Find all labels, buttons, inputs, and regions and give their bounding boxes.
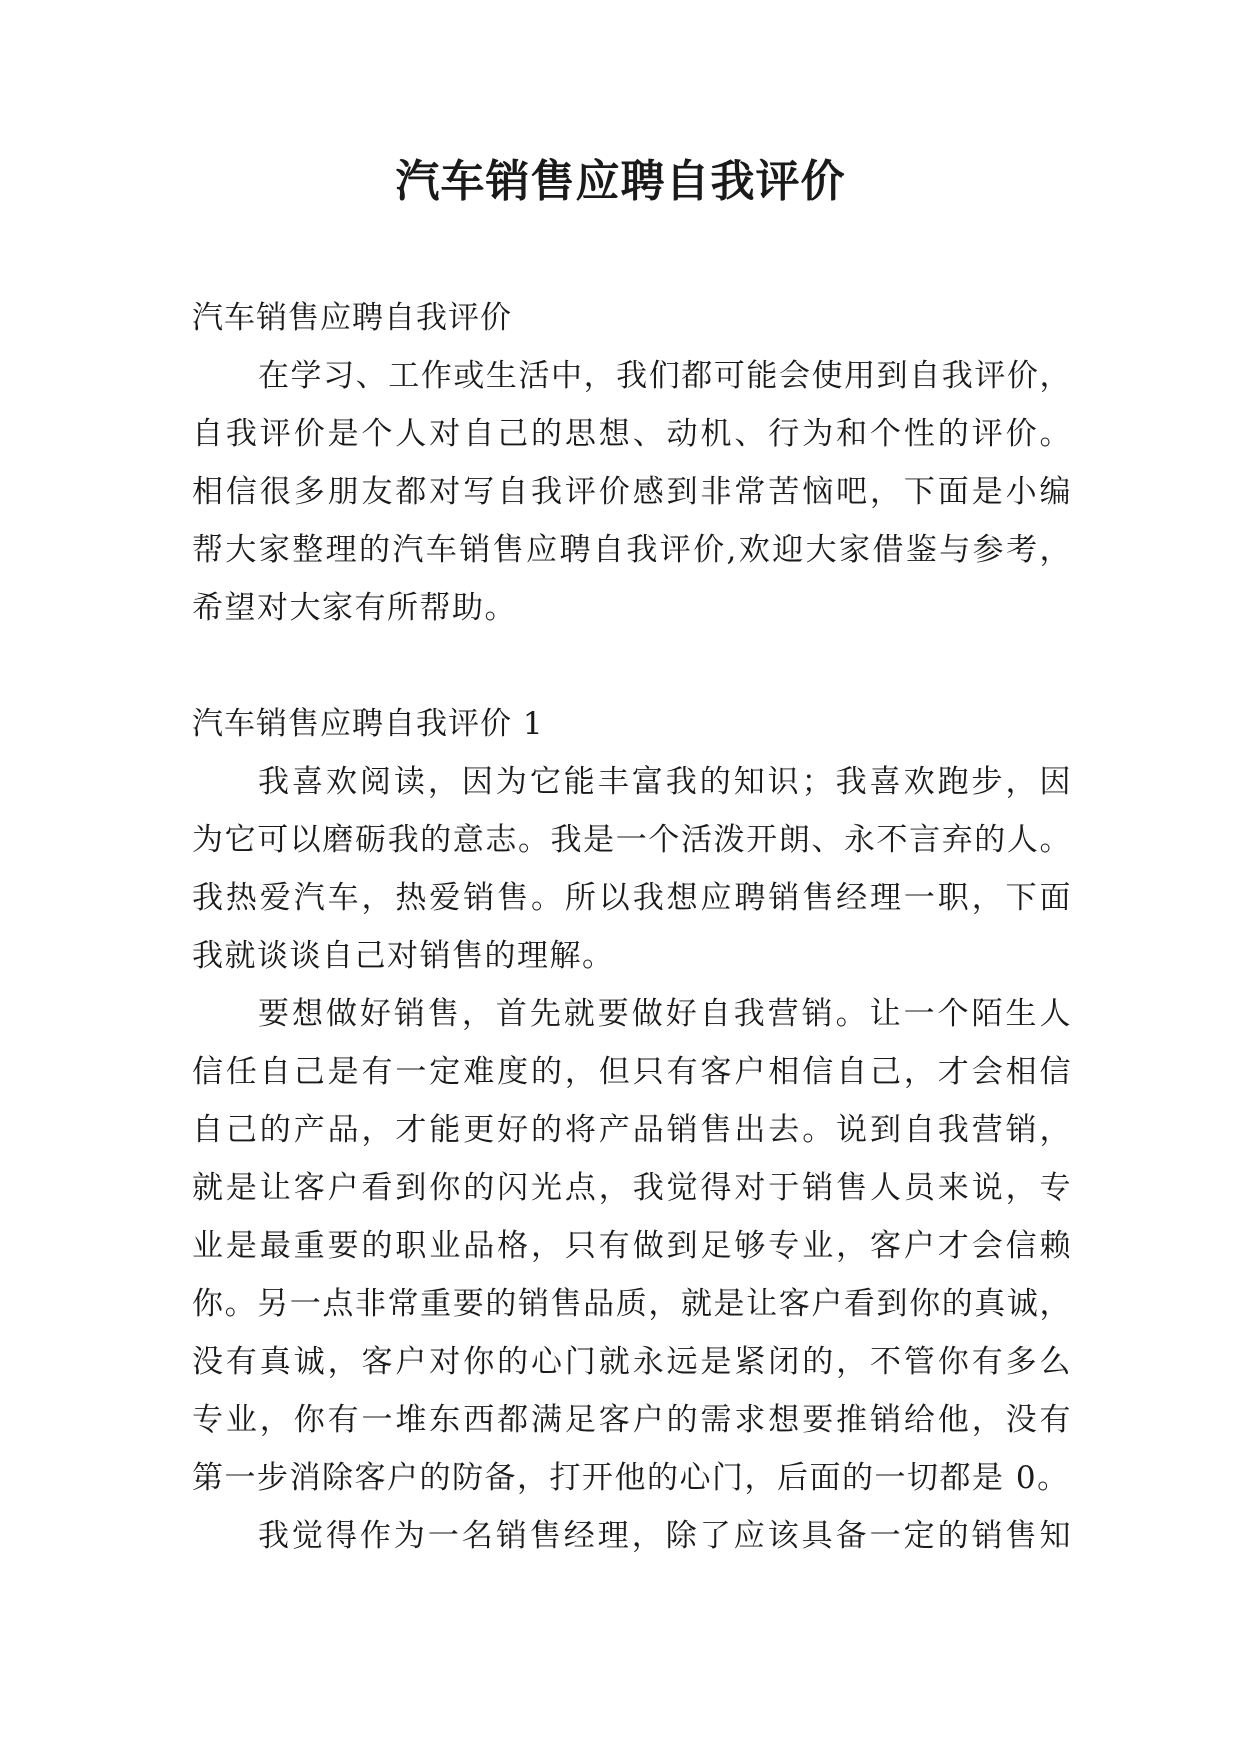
paragraph-line: 专业，你有一堆东西都满足客户的需求想要推销给他，没有 [192,1402,1072,1438]
intro-paragraph [192,347,1072,637]
paragraph-line: 我就谈谈自己对销售的理解。 [192,938,615,974]
paragraph-line: 要想做好销售，首先就要做好自我营销。让一个陌生人 [258,996,1072,1032]
paragraph-line: 在学习、工作或生活中，我们都可能会使用到自我评价， [258,358,1072,394]
section1-heading: 汽车销售应聘自我评价 1 [192,706,544,742]
paragraph-line: 第一步消除客户的防备，打开他的心门，后面的一切都是 0。 [192,1460,1070,1496]
paragraph-line: 帮大家整理的汽车销售应聘自我评价,欢迎大家借鉴与参考， [192,532,1072,568]
section1-paragraph-3 [192,1507,1072,1565]
paragraph-line: 为它可以磨砺我的意志。我是一个活泼开朗、永不言弃的人。 [192,822,1072,858]
paragraph-line: 相信很多朋友都对写自我评价感到非常苦恼吧，下面是小编 [192,474,1072,510]
paragraph-line: 我觉得作为一名销售经理，除了应该具备一定的销售知 [258,1518,1072,1554]
section1-paragraph-2 [192,985,1072,1507]
section1-paragraph-1 [192,753,1072,985]
paragraph-line: 希望对大家有所帮助。 [192,590,517,626]
paragraph-line: 信任自己是有一定难度的，但只有客户相信自己，才会相信 [192,1054,1072,1090]
paragraph-line: 没有真诚，客户对你的心门就永远是紧闭的，不管你有多么 [192,1344,1072,1380]
paragraph-line: 我热爱汽车，热爱销售。所以我想应聘销售经理一职，下面 [192,880,1072,916]
document-body [192,289,1072,1565]
paragraph-line: 业是最重要的职业品格，只有做到足够专业，客户才会信赖 [192,1228,1072,1264]
intro-heading: 汽车销售应聘自我评价 [192,300,512,336]
paragraph-line: 就是让客户看到你的闪光点，我觉得对于销售人员来说，专 [192,1170,1072,1206]
paragraph-line: 你。另一点非常重要的销售品质，就是让客户看到你的真诚， [192,1286,1072,1322]
section-spacer [192,637,1072,695]
document-title: 汽车销售应聘自我评价 [395,156,846,207]
paragraph-line: 自己的产品，才能更好的将产品销售出去。说到自我营销， [192,1112,1072,1148]
paragraph-line: 自我评价是个人对自己的思想、动机、行为和个性的评价。 [192,416,1072,452]
paragraph-line: 我喜欢阅读，因为它能丰富我的知识；我喜欢跑步，因 [258,764,1072,800]
